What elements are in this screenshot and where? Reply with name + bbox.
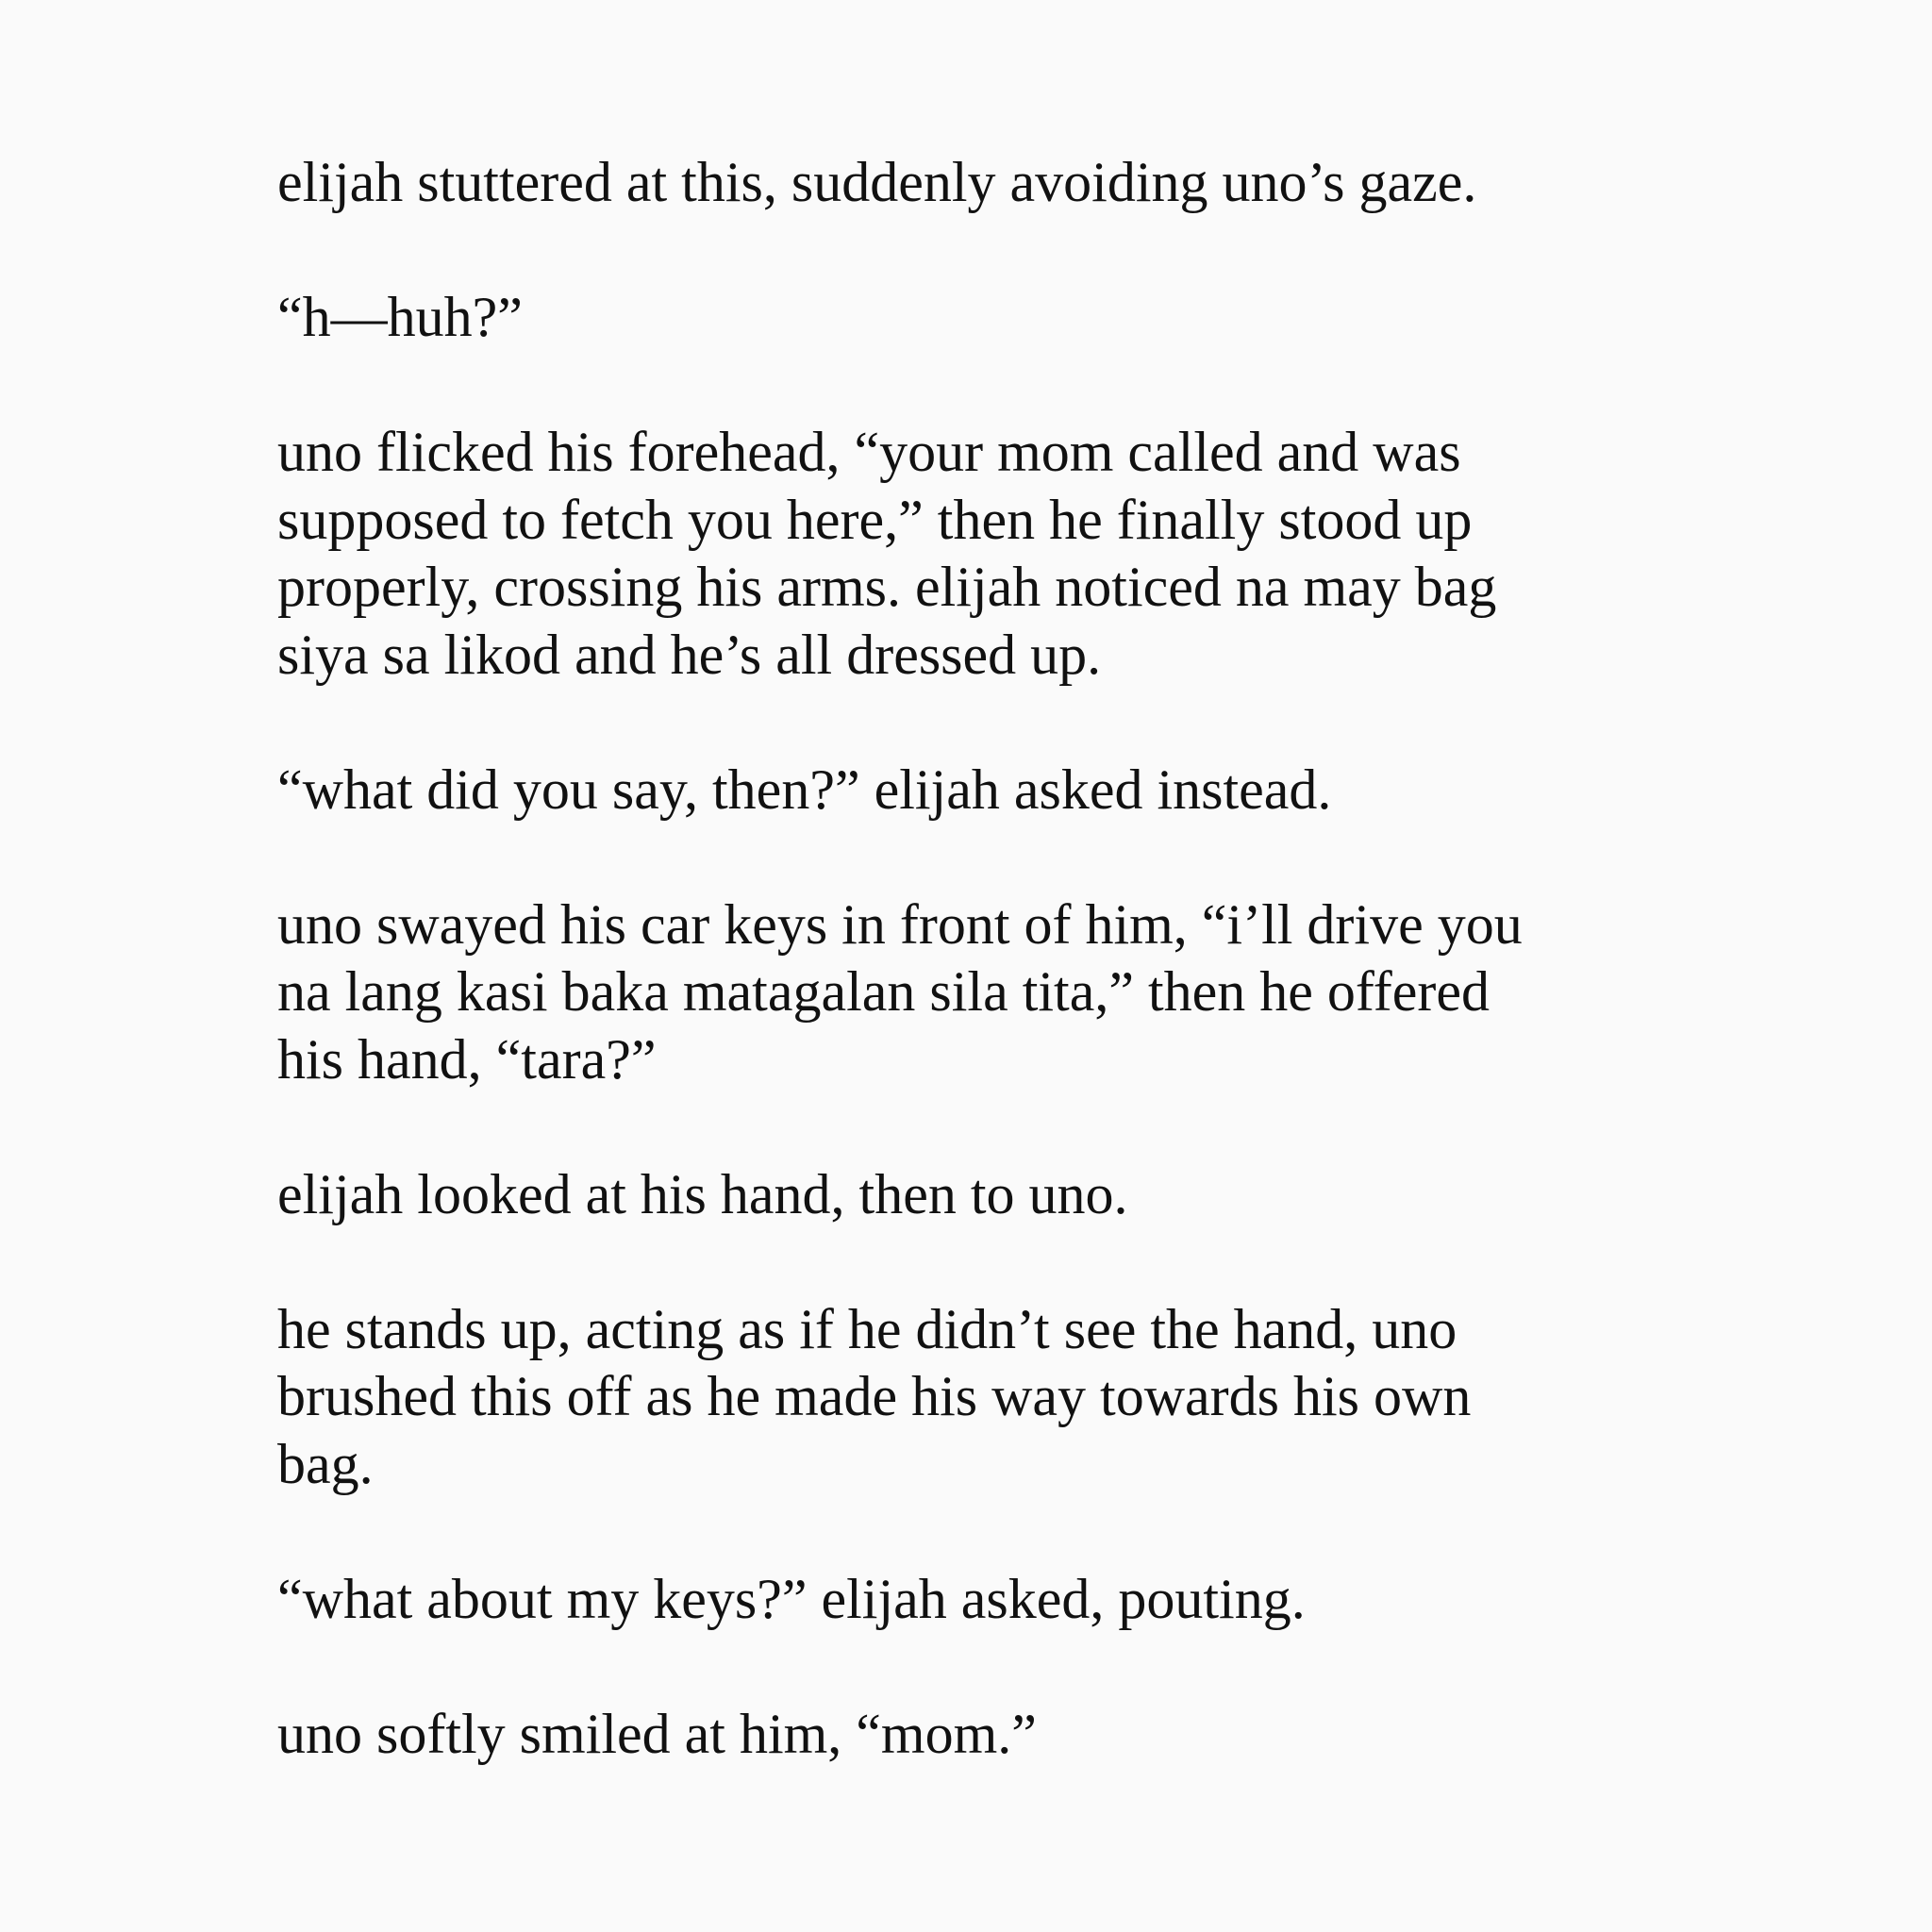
story-paragraph (277, 419, 1674, 689)
story-line: brushed this off as he made his way towards his own (277, 1365, 1472, 1427)
story-line: “what did you say, then?” elijah asked instead. (277, 758, 1332, 821)
story-line: he stands up, acting as if he didn’t see the hand, uno (277, 1297, 1457, 1360)
story-line: uno flicked his forehead, “your mom called and was (277, 421, 1461, 483)
story-paragraph (277, 1566, 1674, 1634)
story-line: his hand, “tara?” (277, 1027, 657, 1091)
story-line: “what about my keys?” elijah asked, pouting. (277, 1567, 1306, 1630)
story-line: siya sa likod and he’s all dressed up. (277, 623, 1102, 686)
story-paragraph (277, 1296, 1674, 1499)
story-paragraph (277, 1161, 1674, 1229)
story-line: “h—huh?” (277, 286, 523, 348)
story-line: elijah stuttered at this, suddenly avoiding uno’s gaze. (277, 151, 1477, 213)
story-line: elijah looked at his hand, then to uno. (277, 1162, 1128, 1225)
story-line: supposed to fetch you here,” then he finally stood up (277, 488, 1473, 551)
story-paragraph (277, 284, 1674, 352)
story-line: na lang kasi baka matagalan sila tita,” then he offered (277, 960, 1491, 1023)
story-paragraph (277, 891, 1674, 1094)
story-paragraph (277, 149, 1674, 217)
story-line: uno swayed his car keys in front of him, “i’ll drive you (277, 892, 1523, 956)
story-line: properly, crossing his arms. elijah noticed na may bag (277, 556, 1497, 618)
story-line: uno softly smiled at him, “mom.” (277, 1702, 1037, 1765)
story-text-column (277, 149, 1674, 1768)
story-line: bag. (277, 1432, 374, 1495)
story-paragraph (277, 757, 1674, 824)
story-paragraph (277, 1701, 1674, 1769)
